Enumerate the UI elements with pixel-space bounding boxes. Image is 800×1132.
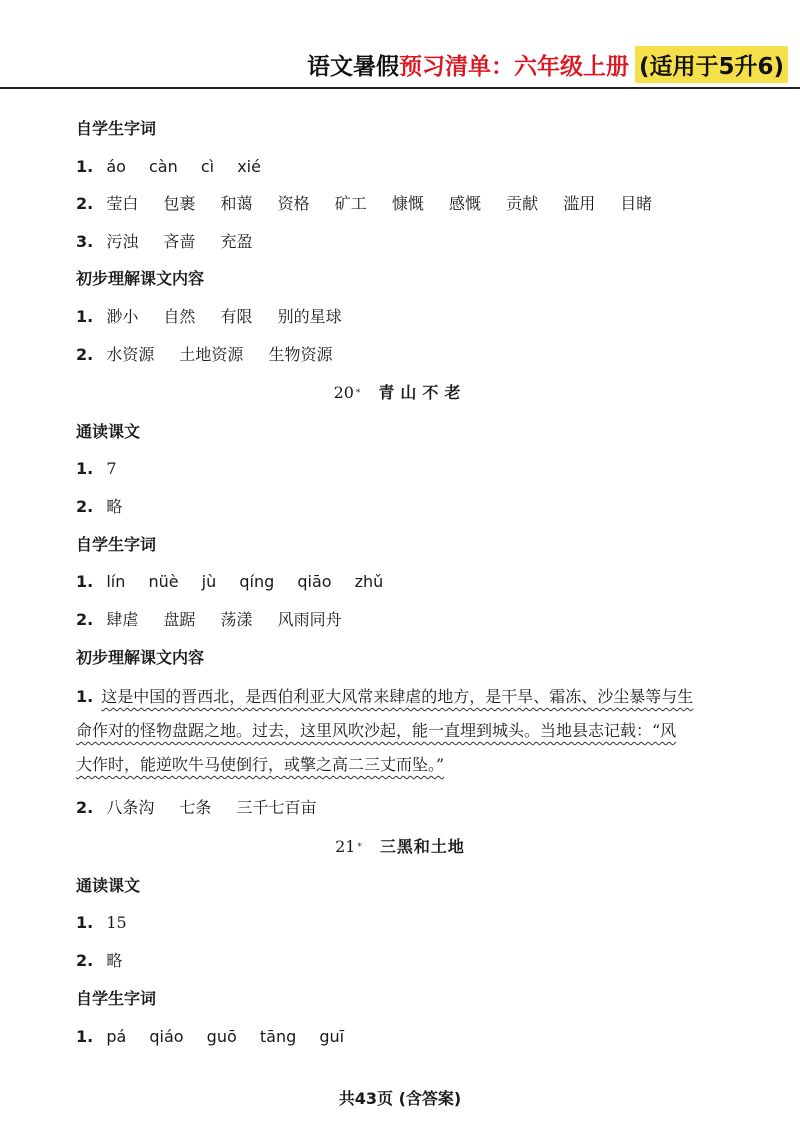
pinyin-item: qiāo	[297, 572, 332, 591]
answer-number: 3.	[76, 232, 94, 251]
pinyin-item: zhǔ	[354, 572, 384, 591]
word-item: 水资源	[106, 345, 155, 364]
answer-number: 2.	[76, 951, 94, 970]
word-item: 八条沟	[106, 798, 155, 817]
wavy-text: 命作对的怪物盘踞之地。过去，这里风吹沙起，能一直埋到城头。当地县志记载：“风	[76, 721, 677, 740]
pinyin-item: cì	[200, 157, 215, 176]
word-item: 土地资源	[179, 345, 244, 364]
answer-line-tongdu-1	[76, 458, 117, 480]
word-item: 有限	[220, 307, 253, 326]
answer-number: 2.	[76, 497, 94, 516]
word-item: 生物资源	[268, 345, 333, 364]
answer-number: 2.	[76, 610, 94, 629]
word-item: 风雨同舟	[277, 610, 342, 629]
answer-number: 2.	[76, 194, 94, 213]
answer-line-pinyin	[76, 571, 401, 593]
section-heading-lijie: 初步理解课文内容	[76, 648, 205, 667]
answer-line-words	[76, 193, 672, 215]
answer-line-tongdu-1	[76, 912, 127, 934]
word-item: 资格	[277, 194, 310, 213]
answer-line-words	[76, 609, 362, 631]
section-heading-zixue: 自学生字词	[76, 989, 157, 1008]
wavy-text: 这是中国的晋西北，是西伯利亚大风常来肆虐的地方，是干旱、霜冻、沙尘暴等与生	[101, 687, 694, 706]
pinyin-item: lín	[106, 572, 126, 591]
answer-number: 1.	[76, 572, 94, 591]
word-item: 渺小	[106, 307, 139, 326]
section-heading-tongdu: 通读课文	[76, 422, 141, 441]
paragraph-line	[76, 714, 726, 748]
section-heading-zixue: 自学生字词	[76, 119, 157, 138]
header-highlight-badge: (适用于5升6)	[635, 46, 788, 83]
header-divider	[0, 87, 800, 89]
section-heading-lijie: 初步理解课文内容	[76, 269, 205, 288]
word-item: 目睹	[620, 194, 653, 213]
wavy-text: 大作时，能逆吹牛马使倒行，或擎之高二三丈而坠。”	[76, 755, 445, 774]
star-mark-icon: *	[357, 842, 362, 852]
answer-line-tongdu-2	[76, 950, 122, 972]
answer-paragraph-wavy	[76, 680, 726, 782]
word-item: 吝啬	[163, 232, 196, 251]
word-item: 和蔼	[220, 194, 253, 213]
pinyin-item: jù	[201, 572, 217, 591]
pinyin-item: pá	[106, 1027, 127, 1046]
answer-number: 1.	[76, 687, 94, 706]
word-item: 包裹	[163, 194, 196, 213]
word-item: 感慨	[448, 194, 481, 213]
page-footer: 共43页 (含答案)	[338, 1089, 462, 1108]
answer-line-lijie-2	[76, 797, 337, 819]
answer-number: 1.	[76, 307, 94, 326]
word-item: 充盈	[220, 232, 253, 251]
lesson-name: 三黑和土地	[379, 837, 465, 856]
word-item: 盘踞	[163, 610, 196, 629]
answer-line-tongdu-2	[76, 496, 122, 518]
word-item: 滥用	[563, 194, 596, 213]
pinyin-item: guī	[319, 1027, 345, 1046]
answer-line-pinyin	[76, 1026, 362, 1048]
lesson-number: 20	[333, 383, 354, 402]
word-item: 贡献	[506, 194, 539, 213]
answer-number: 1.	[76, 157, 94, 176]
pinyin-item: áo	[106, 157, 126, 176]
pinyin-item: guō	[206, 1027, 237, 1046]
answer-value: 略	[106, 497, 123, 516]
lesson-title-20	[0, 382, 800, 404]
lesson-name: 青山不老	[378, 383, 467, 402]
answer-value: 15	[106, 913, 127, 932]
answer-line-lijie-1	[76, 306, 362, 328]
lesson-number: 21	[335, 837, 356, 856]
answer-number: 2.	[76, 345, 94, 364]
answer-value: 7	[106, 459, 117, 478]
section-heading-zixue: 自学生字词	[76, 535, 157, 554]
pinyin-item: nüè	[148, 572, 179, 591]
answer-number: 1.	[76, 1027, 94, 1046]
pinyin-item: tāng	[259, 1027, 297, 1046]
section-heading-tongdu: 通读课文	[76, 876, 141, 895]
word-item: 污浊	[106, 232, 139, 251]
answer-number: 1.	[76, 459, 94, 478]
lesson-title-21	[0, 836, 800, 858]
word-item: 慷慨	[391, 194, 424, 213]
page-header	[307, 44, 788, 84]
word-item: 莹白	[106, 194, 139, 213]
word-item: 三千七百亩	[236, 798, 317, 817]
pinyin-item: xié	[237, 157, 261, 176]
answer-number: 1.	[76, 913, 94, 932]
header-title-part2: 预习清单：六年级上册	[398, 53, 629, 80]
word-item: 肆虐	[106, 610, 139, 629]
word-item: 荡漾	[220, 610, 253, 629]
answer-number: 2.	[76, 798, 94, 817]
word-item: 矿工	[334, 194, 367, 213]
answer-line-words-3	[76, 231, 273, 253]
pinyin-item: qiáo	[149, 1027, 184, 1046]
paragraph-line	[76, 680, 726, 714]
word-item: 别的星球	[277, 307, 342, 326]
answer-line-pinyin	[76, 156, 279, 178]
answer-value: 略	[106, 951, 123, 970]
word-item: 自然	[163, 307, 196, 326]
word-item: 七条	[179, 798, 212, 817]
pinyin-item: qíng	[239, 572, 275, 591]
header-title-part1: 语文暑假	[306, 53, 399, 80]
star-mark-icon: *	[355, 388, 361, 398]
paragraph-line	[76, 748, 726, 782]
pinyin-item: càn	[149, 157, 178, 176]
answer-line-lijie-2	[76, 344, 353, 366]
